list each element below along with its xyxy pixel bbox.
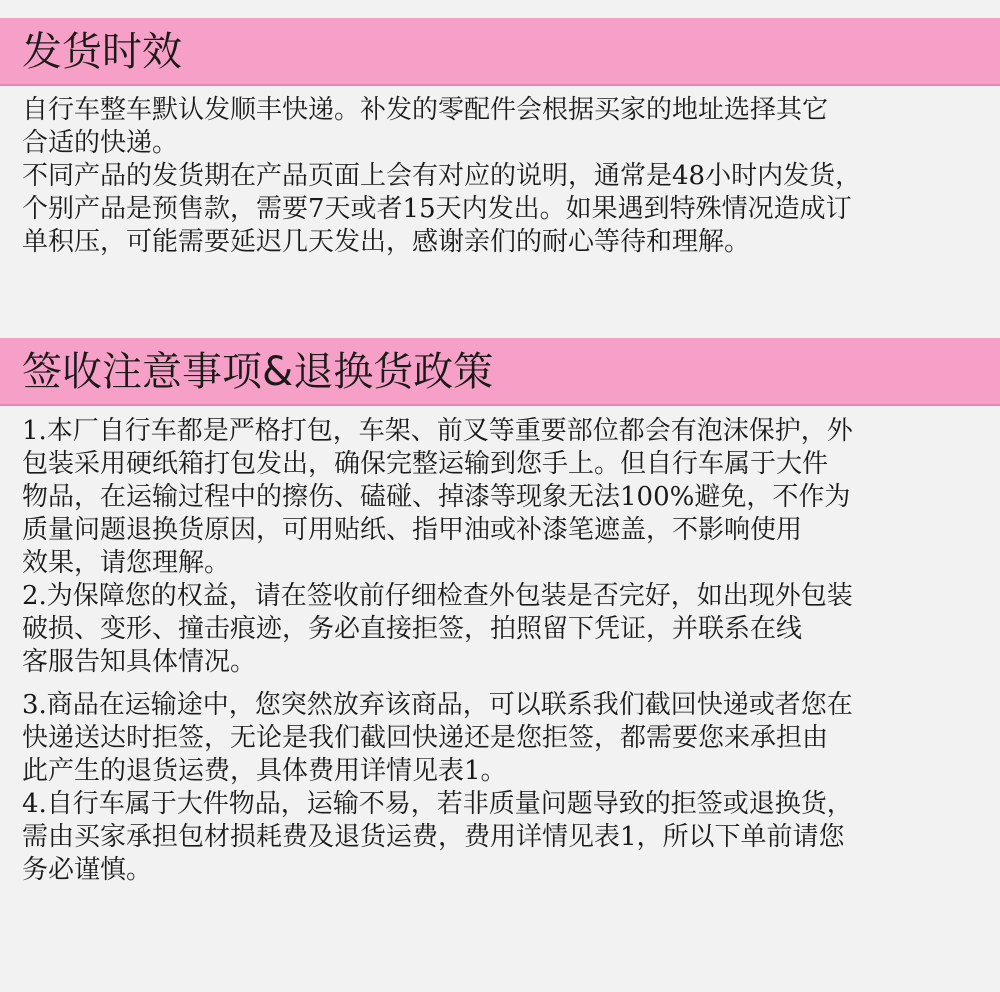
shipping-header	[0, 18, 1000, 86]
returns-title: 签收注意事项&退换货政策	[22, 349, 494, 395]
policy-line: 快递送达时拒签，无论是我们截回快递还是您拒签，都需要您来承担由	[22, 723, 829, 753]
shipping-line: 个别产品是预售款，需要7天或者15天内发出。如果遇到特殊情况造成订	[22, 194, 852, 224]
shipping-line: 合适的快递。	[22, 128, 179, 158]
policy-line: 务必谨慎。	[22, 855, 153, 885]
shipping-line: 不同产品的发货期在产品页面上会有对应的说明，通常是48小时内发货，	[22, 161, 862, 191]
policy-line: 2.为保障您的权益，请在签收前仔细检查外包装是否完好，如出现外包装	[22, 581, 853, 611]
policy-line: 破损、变形、撞击痕迹，务必直接拒签，拍照留下凭证，并联系在线	[22, 614, 803, 644]
policy-line: 客服告知具体情况。	[22, 647, 257, 677]
policy-item-4	[22, 788, 987, 887]
policy-line: 1.本厂自行车都是严格打包，车架、前叉等重要部位都会有泡沫保护，外	[22, 416, 853, 446]
policy-item-3	[22, 689, 987, 788]
policy-line: 4.自行车属于大件物品，运输不易，若非质量问题导致的拒签或退换货，	[22, 789, 853, 819]
policy-line: 3.商品在运输途中，您突然放弃该商品，可以联系我们截回快递或者您在	[22, 690, 853, 720]
shipping-line: 自行车整车默认发顺丰快递。补发的零配件会根据买家的地址选择其它	[22, 95, 829, 125]
policy-line: 需由买家承担包材损耗费及退货运费，费用详情见表1，所以下单前请您	[22, 822, 845, 852]
policy-line: 效果，请您理解。	[22, 548, 231, 578]
returns-body	[22, 415, 987, 887]
policy-line: 质量问题退换货原因，可用贴纸、指甲油或补漆笔遮盖，不影响使用	[22, 515, 803, 545]
policy-line: 此产生的退货运费，具体费用详情见表1。	[22, 756, 507, 786]
returns-header	[0, 338, 1000, 406]
policy-item-1	[22, 415, 987, 580]
shipping-line: 单积压，可能需要延迟几天发出，感谢亲们的耐心等待和理解。	[22, 227, 751, 257]
shipping-body	[22, 94, 987, 259]
policy-line: 包装采用硬纸箱打包发出，确保完整运输到您手上。但自行车属于大件	[22, 449, 829, 479]
shipping-title: 发货时效	[22, 29, 182, 75]
policy-item-2	[22, 580, 987, 679]
policy-line: 物品，在运输过程中的擦伤、磕碰、掉漆等现象无法100%避免，不作为	[22, 482, 851, 512]
